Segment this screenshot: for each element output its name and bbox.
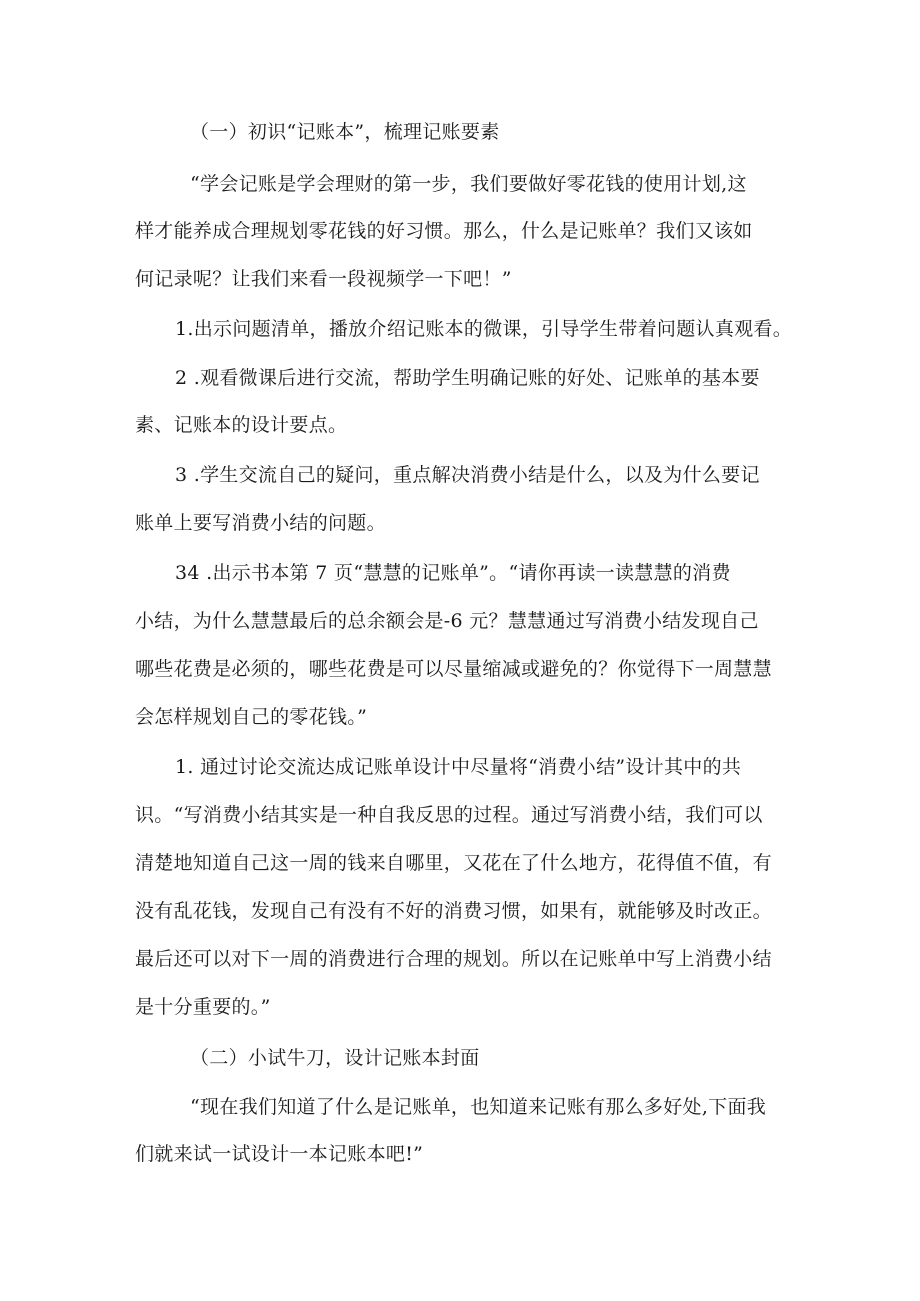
paragraph-line: “学会记账是学会理财的第一步，我们要做好零花钱的使用计划,这	[190, 173, 747, 195]
list-item-line: 素、记账本的设计要点。	[135, 414, 348, 436]
list-item-line: 1. 通过讨论交流达成记账单设计中尽量将“消费小结”设计其中的共	[175, 756, 742, 778]
list-item-line: 哪些花费是必须的，哪些花费是可以尽量缩减或避免的？你觉得下一周慧慧	[135, 658, 772, 680]
section-heading-2: （二）小试牛刀，设计记账本封面	[190, 1047, 480, 1069]
list-item-line: 3 .学生交流自己的疑问，重点解决消费小结是什么，以及为什么要记	[175, 464, 760, 486]
paragraph-line: 样才能养成合理规划零花钱的好习惯。那么，什么是记账单？我们又该如	[135, 220, 753, 242]
list-item-line: 没有乱花钱，发现自己有没有不好的消费习惯，如果有，就能够及时改正。	[135, 900, 772, 922]
list-item-line: 是十分重要的。”	[135, 996, 271, 1018]
list-item-line: 识。“写消费小结其实是一种自我反思的过程。通过写消费小结，我们可以	[135, 804, 763, 826]
list-item-line: 会怎样规划自己的零花钱。”	[135, 706, 368, 728]
list-item-line: 账单上要写消费小结的问题。	[135, 512, 386, 534]
paragraph-line: 们就来试一试设计一本记账本吧!”	[135, 1143, 424, 1165]
list-item-line: 2 .观看微课后进行交流，帮助学生明确记账的好处、记账单的基本要	[175, 367, 760, 389]
paragraph-line: “现在我们知道了什么是记账单，也知道来记账有那么多好处,下面我	[190, 1096, 767, 1118]
list-item-line: 34 .出示书本第 7 页“慧慧的记账单”。“请你再读一读慧慧的消费	[175, 562, 731, 584]
section-heading-1: （一）初识“记账本”，梳理记账要素	[190, 121, 500, 143]
list-item-line: 清楚地知道自己这一周的钱来自哪里，又花在了什么地方，花得值不值，有	[135, 852, 772, 874]
list-item-line: 小结，为什么慧慧最后的总余额会是-6 元？慧慧通过写消费小结发现自己	[135, 610, 759, 632]
list-item-line: 最后还可以对下一周的消费进行合理的规划。所以在记账单中写上消费小结	[135, 948, 772, 970]
paragraph-line: 何记录呢？让我们来看一段视频学一下吧！”	[135, 268, 512, 290]
list-item-line: 1.出示问题清单，播放介绍记账本的微课，引导学生带着问题认真观看。	[175, 318, 793, 340]
